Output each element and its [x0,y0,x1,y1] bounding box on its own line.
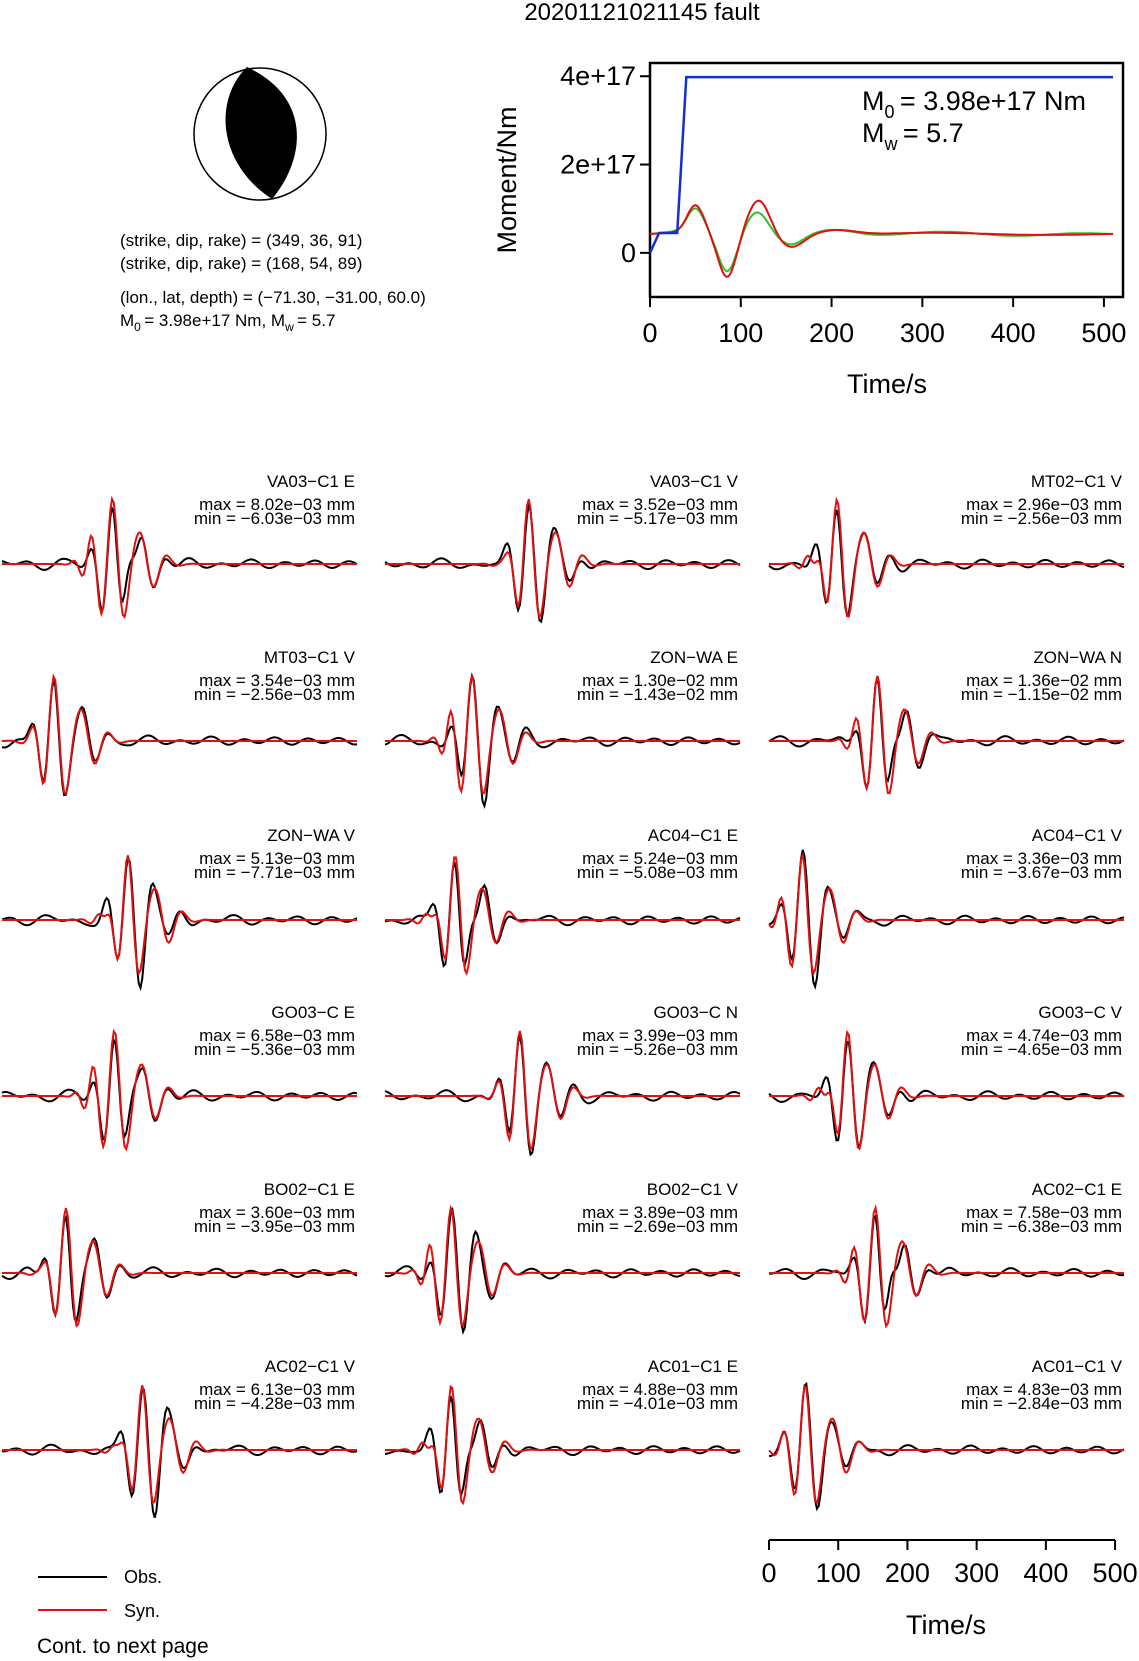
min-amplitude-label: min = −2.69e−03 mm [576,1217,738,1236]
max-amplitude-label: max = 6.58e−03 mm [199,1026,355,1045]
moment-magnitude-text: $M_0 = 3.98e+17$ Nm, $M_w = 5.7$ [120,311,336,334]
max-amplitude-label: max = 3.99e−03 mm [582,1026,738,1045]
station-label: BO02−C1 E [263,1180,355,1199]
min-amplitude-label: min = −1.15e−02 mm [960,685,1122,704]
max-amplitude-label: max = 7.58e−03 mm [966,1203,1122,1222]
moment-annotation-m0: $M_0 = 3.98e+17$ Nm [862,86,1087,122]
max-amplitude-label: max = 3.60e−03 mm [199,1203,355,1222]
mechanism-plane2: (strike, dip, rake) = (168, 54, 89) [120,254,363,273]
max-amplitude-label: max = 5.13e−03 mm [199,849,355,868]
station-label: VA03−C1 E [266,472,355,491]
waveform-xtick-label: 400 [1023,1558,1069,1588]
waveform-xtick-label: 300 [954,1558,1000,1588]
max-amplitude-label: max = 6.13e−03 mm [199,1380,355,1399]
moment-xtick-label: 300 [899,318,945,348]
mechanism-plane1: (strike, dip, rake) = (349, 36, 91) [120,231,363,250]
station-label: AC04−C1 V [1031,826,1122,845]
station-label: BO02−C1 V [646,1180,738,1199]
min-amplitude-label: min = −7.71e−03 mm [193,863,355,882]
moment-xtick-label: 0 [642,318,658,348]
moment-xtick-label: 400 [990,318,1036,348]
moment-xtick-label: 100 [718,318,764,348]
station-label: ZON−WA E [650,648,738,667]
min-amplitude-label: min = −5.26e−03 mm [576,1040,738,1059]
min-amplitude-label: min = −6.38e−03 mm [960,1217,1122,1236]
max-amplitude-label: max = 5.24e−03 mm [582,849,738,868]
moment-annotation-mw: $M_w = 5.7$ [862,118,964,154]
legend-syn-label: Syn. [124,1601,161,1621]
legend-obs-label: Obs. [124,1567,163,1587]
min-amplitude-label: min = −3.67e−03 mm [960,863,1122,882]
min-amplitude-label: min = −5.17e−03 mm [576,509,738,528]
beachball-icon [194,67,326,200]
station-label: AC04−C1 E [647,826,738,845]
min-amplitude-label: min = −2.56e−03 mm [193,685,355,704]
max-amplitude-label: max = 3.54e−03 mm [199,671,355,690]
max-amplitude-label: max = 3.36e−03 mm [966,849,1122,868]
max-amplitude-label: max = 4.83e−03 mm [966,1380,1122,1399]
station-label: GO03−C E [271,1003,355,1022]
station-label: ZON−WA N [1033,648,1122,667]
moment-ytick-label: 4e+17 [560,61,636,92]
max-amplitude-label: max = 1.30e−02 mm [582,671,738,690]
min-amplitude-label: min = −2.84e−03 mm [960,1394,1122,1413]
moment-ytick-label: 0 [620,237,636,268]
moment-ytick-label: 2e+17 [560,149,636,180]
max-amplitude-label: max = 4.74e−03 mm [966,1026,1122,1045]
max-amplitude-label: max = 4.88e−03 mm [582,1380,738,1399]
waveform-xtick-label: 500 [1092,1558,1138,1588]
min-amplitude-label: min = −4.01e−03 mm [576,1394,738,1413]
station-label: ZON−WA V [267,826,355,845]
min-amplitude-label: min = −3.95e−03 mm [193,1217,355,1236]
station-label: GO03−C V [1038,1003,1122,1022]
station-label: MT02−C1 V [1030,472,1122,491]
min-amplitude-label: min = −4.65e−03 mm [960,1040,1122,1059]
moment-xtick-label: 200 [809,318,855,348]
figure-title: 20201121021145 fault [524,0,760,26]
station-label: MT03−C1 V [263,648,355,667]
moment-xtick-label: 500 [1081,318,1127,348]
max-amplitude-label: max = 3.89e−03 mm [582,1203,738,1222]
waveform-xtick-label: 200 [884,1558,930,1588]
station-label: AC01−C1 V [1031,1357,1122,1376]
footer-continued: Cont. to next page [37,1635,209,1658]
min-amplitude-label: min = −5.36e−03 mm [193,1040,355,1059]
max-amplitude-label: max = 1.36e−02 mm [966,671,1122,690]
moment-xlabel: Time/s [847,369,927,399]
max-amplitude-label: max = 8.02e−03 mm [199,495,355,514]
min-amplitude-label: min = −6.03e−03 mm [193,509,355,528]
station-label: GO03−C N [653,1003,738,1022]
min-amplitude-label: min = −4.28e−03 mm [193,1394,355,1413]
station-label: AC02−C1 V [264,1357,355,1376]
max-amplitude-label: max = 3.52e−03 mm [582,495,738,514]
waveform-xlabel: Time/s [906,1610,986,1640]
min-amplitude-label: min = −5.08e−03 mm [576,863,738,882]
min-amplitude-label: min = −2.56e−03 mm [960,509,1122,528]
station-label: AC02−C1 E [1031,1180,1122,1199]
max-amplitude-label: max = 2.96e−03 mm [966,495,1122,514]
min-amplitude-label: min = −1.43e−02 mm [576,685,738,704]
waveform-xtick-label: 100 [815,1558,861,1588]
hypocenter-text: (lon., lat, depth) = (−71.30, −31.00, 60.0) [120,288,426,307]
waveform-xtick-label: 0 [761,1558,777,1588]
station-label: VA03−C1 V [649,472,738,491]
moment-ylabel: Moment/Nm [492,106,522,254]
station-label: AC01−C1 E [647,1357,738,1376]
